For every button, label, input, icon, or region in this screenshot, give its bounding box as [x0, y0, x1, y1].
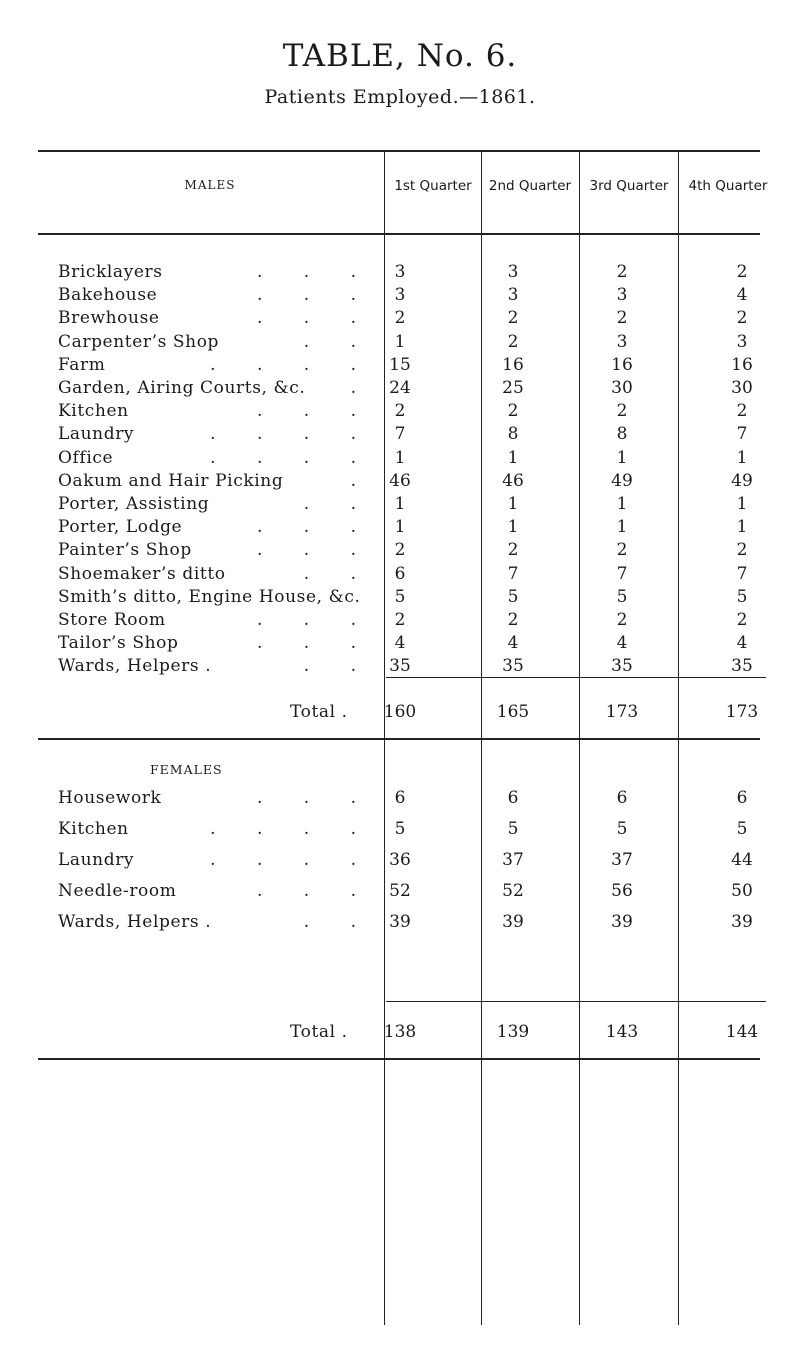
- row-label: Bricklayers: [58, 262, 163, 282]
- cell-q1: 2: [394, 308, 406, 329]
- cell-q3: 6: [616, 788, 628, 808]
- header-q3: 3rd Quarter: [589, 178, 669, 194]
- cell-q1: 36: [389, 850, 411, 870]
- leader-dots: . . . .: [210, 424, 374, 445]
- cell-q1: 6: [394, 563, 406, 584]
- cell-q1: 39: [389, 912, 411, 932]
- cell-q1: 7: [394, 424, 406, 445]
- cell-q4: 5: [736, 819, 748, 839]
- cell-q1: 1: [394, 517, 406, 538]
- cell-q4: 49: [731, 470, 753, 491]
- cell-q3: 16: [611, 354, 633, 375]
- cell-q3: 1: [616, 517, 628, 538]
- cell-q1: 52: [389, 881, 411, 901]
- table-row: [0, 912, 800, 942]
- cell-q2: 46: [502, 470, 524, 491]
- row-label: Store Room: [58, 610, 166, 630]
- leader-dots: . . .: [256, 401, 374, 422]
- cell-q1: 2: [394, 401, 406, 422]
- cell-q2: 1: [507, 447, 519, 468]
- cell-q4: 1: [736, 517, 748, 538]
- cell-q1: 3: [394, 262, 406, 282]
- row-label: Porter, Lodge: [58, 517, 183, 538]
- leader-dots: . . .: [256, 610, 374, 630]
- cell-q4: 50: [731, 881, 753, 901]
- cell-q2: 4: [507, 633, 519, 654]
- cell-q2: 5: [507, 586, 519, 607]
- row-label: Laundry: [58, 424, 135, 445]
- cell-q3: 56: [611, 881, 633, 901]
- leader-dots: .: [350, 378, 374, 398]
- males-total-q3: 173: [605, 702, 639, 722]
- leader-dots: . . .: [256, 633, 374, 654]
- row-label: Painter’s Shop: [58, 540, 192, 561]
- leader-dots: . .: [303, 331, 374, 352]
- row-label: Laundry: [58, 850, 135, 870]
- cell-q1: 2: [394, 540, 406, 561]
- leader-dots: . .: [303, 656, 374, 677]
- leader-dots: .: [350, 470, 374, 491]
- cell-q3: 35: [611, 656, 633, 677]
- row-label: Oakum and Hair Picking: [58, 470, 284, 491]
- cell-q1: 6: [394, 788, 406, 808]
- males-total-q2: 165: [496, 702, 530, 722]
- row-label: Smith’s ditto, Engine House, &c.: [58, 586, 361, 607]
- cell-q3: 2: [616, 262, 628, 282]
- cell-q3: 4: [616, 633, 628, 654]
- cell-q2: 3: [507, 285, 519, 306]
- leader-dots: . . . .: [210, 850, 374, 870]
- cell-q4: 4: [736, 285, 748, 306]
- cell-q3: 1: [616, 494, 628, 514]
- cell-q4: 3: [736, 331, 748, 352]
- row-label: Kitchen: [58, 819, 129, 839]
- leader-dots: . . .: [256, 262, 374, 282]
- table-row: [0, 850, 800, 880]
- cell-q4: 2: [736, 262, 748, 282]
- row-label: Tailor’s Shop: [58, 633, 179, 654]
- leader-dots: . . . .: [210, 447, 374, 468]
- cell-q1: 24: [389, 378, 411, 398]
- leader-dots: . .: [303, 494, 374, 514]
- females-total-label: Total .: [290, 1022, 348, 1042]
- cell-q3: 39: [611, 912, 633, 932]
- row-label: Brewhouse: [58, 308, 160, 329]
- leader-dots: . . .: [256, 308, 374, 329]
- cell-q3: 2: [616, 540, 628, 561]
- females-sum-rule: [386, 1001, 766, 1002]
- cell-q4: 7: [736, 424, 748, 445]
- cell-q3: 8: [616, 424, 628, 445]
- females-total-q3: 143: [605, 1022, 639, 1042]
- row-label: Needle-room: [58, 881, 177, 901]
- females-total-q2: 139: [496, 1022, 530, 1042]
- cell-q2: 37: [502, 850, 524, 870]
- cell-q2: 6: [507, 788, 519, 808]
- males-total-q1: 160: [383, 702, 417, 722]
- leader-dots: . . . .: [210, 354, 374, 375]
- cell-q3: 3: [616, 285, 628, 306]
- table-row: [0, 788, 800, 818]
- cell-q4: 39: [731, 912, 753, 932]
- cell-q4: 4: [736, 633, 748, 654]
- header-males: MALES: [184, 178, 236, 192]
- cell-q3: 30: [611, 378, 633, 398]
- cell-q2: 8: [507, 424, 519, 445]
- cell-q1: 35: [389, 656, 411, 677]
- cell-q4: 35: [731, 656, 753, 677]
- cell-q3: 2: [616, 308, 628, 329]
- header-q4: 4th Quarter: [688, 178, 768, 194]
- cell-q3: 2: [616, 610, 628, 630]
- row-label: Carpenter’s Shop: [58, 331, 220, 352]
- cell-q1: 1: [394, 494, 406, 514]
- males-total-row: [0, 702, 800, 732]
- leader-dots: . . .: [256, 881, 374, 901]
- cell-q2: 1: [507, 517, 519, 538]
- cell-q3: 5: [616, 586, 628, 607]
- table-row: [0, 881, 800, 911]
- cell-q3: 1: [616, 447, 628, 468]
- cell-q4: 2: [736, 401, 748, 422]
- row-label: Housework: [58, 788, 162, 808]
- header-q2: 2nd Quarter: [488, 178, 572, 194]
- cell-q3: 3: [616, 331, 628, 352]
- cell-q4: 6: [736, 788, 748, 808]
- table-subtitle: Patients Employed.—1861.: [264, 86, 536, 108]
- bottom-rule: [38, 1058, 760, 1060]
- table-title: TABLE, No. 6.: [282, 38, 518, 74]
- table-row: [0, 819, 800, 849]
- females-total-q1: 138: [383, 1022, 417, 1042]
- cell-q4: 1: [736, 447, 748, 468]
- cell-q2: 1: [507, 494, 519, 514]
- cell-q2: 2: [507, 308, 519, 329]
- cell-q2: 5: [507, 819, 519, 839]
- cell-q1: 15: [389, 354, 411, 375]
- leader-dots: . .: [303, 912, 374, 932]
- cell-q2: 35: [502, 656, 524, 677]
- row-label: Bakehouse: [58, 285, 158, 306]
- cell-q1: 1: [394, 447, 406, 468]
- males-total-label: Total .: [290, 702, 348, 722]
- cell-q2: 16: [502, 354, 524, 375]
- females-total-row: [0, 1022, 800, 1052]
- cell-q1: 3: [394, 285, 406, 306]
- cell-q4: 16: [731, 354, 753, 375]
- row-label: Kitchen: [58, 401, 129, 422]
- cell-q1: 4: [394, 633, 406, 654]
- section-rule: [38, 738, 760, 740]
- row-label: Porter, Assisting: [58, 494, 210, 514]
- row-label: Farm: [58, 354, 106, 375]
- cell-q2: 2: [507, 401, 519, 422]
- cell-q3: 2: [616, 401, 628, 422]
- cell-q4: 30: [731, 378, 753, 398]
- leader-dots: . . . .: [210, 819, 374, 839]
- cell-q4: 2: [736, 540, 748, 561]
- cell-q2: 7: [507, 563, 519, 584]
- cell-q1: 46: [389, 470, 411, 491]
- cell-q3: 37: [611, 850, 633, 870]
- cell-q4: 7: [736, 563, 748, 584]
- cell-q4: 5: [736, 586, 748, 607]
- header-bottom-rule: [38, 233, 760, 235]
- row-label: Wards, Helpers .: [58, 912, 212, 932]
- row-label: Garden, Airing Courts, &c.: [58, 378, 306, 398]
- cell-q2: 2: [507, 331, 519, 352]
- males-sum-rule: [386, 677, 766, 678]
- cell-q2: 2: [507, 540, 519, 561]
- cell-q2: 3: [507, 262, 519, 282]
- table-row: [0, 656, 800, 686]
- top-rule: [38, 150, 760, 152]
- header-q1: 1st Quarter: [394, 178, 472, 194]
- cell-q3: 5: [616, 819, 628, 839]
- cell-q1: 5: [394, 819, 406, 839]
- cell-q4: 2: [736, 308, 748, 329]
- cell-q2: 25: [502, 378, 524, 398]
- cell-q1: 2: [394, 610, 406, 630]
- leader-dots: . . .: [256, 788, 374, 808]
- cell-q2: 52: [502, 881, 524, 901]
- leader-dots: . .: [303, 563, 374, 584]
- females-total-q4: 144: [725, 1022, 759, 1042]
- cell-q4: 44: [731, 850, 753, 870]
- row-label: Office: [58, 447, 114, 468]
- cell-q1: 1: [394, 331, 406, 352]
- cell-q1: 5: [394, 586, 406, 607]
- cell-q3: 49: [611, 470, 633, 491]
- leader-dots: . . .: [256, 517, 374, 538]
- males-total-q4: 173: [725, 702, 759, 722]
- row-label: Shoemaker’s ditto: [58, 563, 226, 584]
- cell-q2: 39: [502, 912, 524, 932]
- leader-dots: . . .: [256, 285, 374, 306]
- cell-q4: 1: [736, 494, 748, 514]
- cell-q2: 2: [507, 610, 519, 630]
- row-label: Wards, Helpers .: [58, 656, 212, 677]
- cell-q3: 7: [616, 563, 628, 584]
- leader-dots: . . .: [256, 540, 374, 561]
- females-heading: FEMALES: [150, 762, 223, 777]
- cell-q4: 2: [736, 610, 748, 630]
